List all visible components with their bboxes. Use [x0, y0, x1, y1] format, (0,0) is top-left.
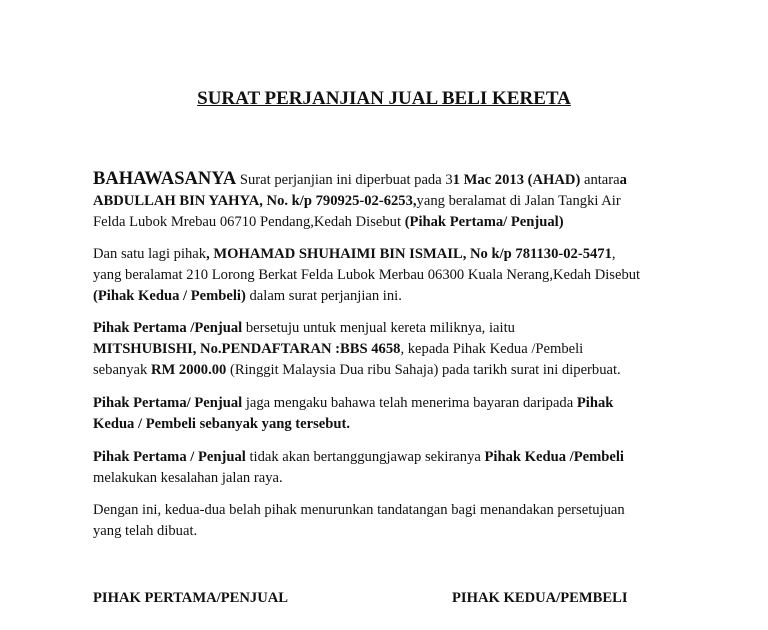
text-span: tidak akan bertanggungjawap sekiranya: [245, 449, 485, 465]
text-span: Dan satu lagi pihak: [93, 246, 207, 262]
paragraph-liability: [93, 447, 693, 489]
text-span: Surat perjanjian ini diperbuat pada 3: [236, 172, 453, 188]
text-span: Felda Lubok Mrebau 06710 Pendang,Kedah Disebut: [93, 214, 405, 230]
paragraph-line: [93, 447, 693, 468]
buyer-role: Kedua / Pembeli sebanyak yang tersebut.: [93, 416, 351, 432]
text-span: antara: [580, 172, 620, 188]
text-span: , kepada Pihak Kedua /Pembeli: [400, 341, 584, 357]
paragraph-line: [93, 339, 693, 360]
buyer-role: (Pihak Kedua / Pembeli): [93, 288, 246, 304]
paragraph-line: [93, 169, 693, 191]
paragraph-line: yang beralamat 210 Lorong Berkat Felda Lubok Merbau 06300 Kuala Nerang,Kedah Disebut: [93, 267, 641, 283]
paragraph-line: [93, 244, 693, 265]
lead-word: BAHAWASANYA: [93, 169, 237, 189]
paragraph-payment-received: [93, 393, 693, 435]
paragraph-line: yang telah dibuat.: [93, 523, 198, 539]
text-span: yang beralamat di Jalan Tangki Air: [416, 193, 621, 209]
signature-label-seller: PIHAK PERTAMA/PENJUAL: [93, 590, 289, 606]
paragraph-line: [93, 318, 693, 339]
text-span: ,: [611, 246, 616, 262]
paragraph-parties-first: [93, 169, 693, 233]
signature-label-buyer: PIHAK KEDUA/PEMBELI: [452, 590, 628, 606]
paragraph-line: [93, 212, 693, 233]
text-span: bersetuju untuk menjual kereta miliknya, iaitu: [242, 320, 515, 336]
seller-role: (Pihak Pertama/ Penjual): [404, 214, 564, 230]
seller-role: Pihak Pertama / Penjual: [93, 449, 246, 465]
paragraph-line: [93, 414, 693, 435]
sale-amount: RM 2000.00: [150, 362, 227, 378]
paragraph-sale-terms: [93, 318, 693, 381]
text-span: a: [619, 172, 627, 188]
paragraph-parties-second: [93, 244, 693, 307]
paragraph-signing: [93, 500, 693, 542]
vehicle-registration: MITSHUBISHI, No.PENDAFTARAN :BBS 4658: [93, 341, 401, 357]
seller-role: Pihak Pertama /Penjual: [93, 320, 243, 336]
agreement-date: 1 Mac 2013 (AHAD): [452, 172, 581, 188]
text-span: Pihak: [576, 395, 614, 411]
text-span: jaga mengaku bahawa telah menerima bayaran daripada: [242, 395, 577, 411]
buyer-name-ic: , MOHAMAD SHUHAIMI BIN ISMAIL, No k/p 781130-02-5471: [206, 246, 612, 262]
document-title: SURAT PERJANJIAN JUAL BELI KERETA: [197, 88, 571, 109]
seller-name-ic: ABDULLAH BIN YAHYA, No. k/p 790925-02-6253,: [93, 193, 417, 209]
text-span: dalam surat perjanjian ini.: [245, 288, 402, 304]
text-span: (Ringgit Malaysia Dua ribu Sahaja) pada tarikh surat ini diperbuat.: [226, 362, 621, 378]
paragraph-line: [93, 286, 693, 307]
paragraph-line: melakukan kesalahan jalan raya.: [93, 470, 283, 486]
paragraph-line: [93, 191, 693, 212]
paragraph-line: [93, 393, 693, 414]
buyer-role: Pihak Kedua /Pembeli: [484, 449, 624, 465]
paragraph-line: Dengan ini, kedua-dua belah pihak menurunkan tandatangan bagi menandakan persetujuan: [93, 502, 625, 518]
text-span: sebanyak: [93, 362, 151, 378]
paragraph-line: [93, 360, 693, 381]
seller-role: Pihak Pertama/ Penjual: [93, 395, 243, 411]
